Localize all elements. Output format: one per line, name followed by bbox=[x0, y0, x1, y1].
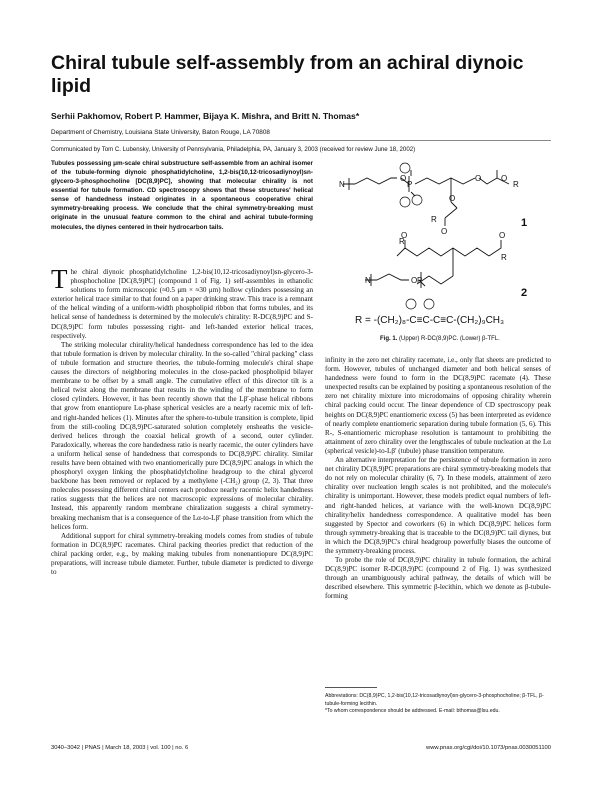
communicated-by: Communicated by Tom C. Lubensky, University of Pennsylvania, Philadelphia, PA, January 3, 2003 (received for review June 18, 2002) bbox=[51, 146, 416, 153]
svg-text:P: P bbox=[417, 276, 423, 285]
footer-citation: 3040–3042 | PNAS | March 18, 2003 | vol. 100 | no. 6 bbox=[51, 745, 189, 751]
drop-cap: T bbox=[51, 264, 68, 294]
svg-text:N: N bbox=[339, 180, 345, 189]
svg-text:O: O bbox=[501, 174, 508, 183]
svg-text:P: P bbox=[407, 180, 413, 189]
svg-text:R: R bbox=[431, 215, 437, 224]
body-column-right bbox=[325, 356, 551, 602]
correspondence-footnote: *To whom correspondence should be addressed. E-mail: bthomas@lsu.edu. bbox=[325, 708, 500, 715]
body-paragraph: The striking molecular chirality/helical handedness correspondence has led to the idea that tubule formation is driven by molecular chirality. In the so-called "chiral packing" class of tubule formation and structure theories, the tubule-forming molecule's chiral shape causes the directors of neighboring molecules in the close-packed phospholipid bilayer membrane to be offset by a small angle. The cumulative effect of this director tilt is a helical twist along the membrane that results in the winding of the membrane to form closed cylinders. However, it has been recently shown that the Lβ′-phase helical ribbons that grow from enantiopure Lα-phase spherical vesicles are a nearly racemic mix of left- and right-handed helices (1). Minutes after the sphere-to-tubule transition is complete, lipid from the still-cooling DC(8,9)PC-saturated solution completely ensheaths the vesicle-derived helices through the coaxial helical growth of a second, outer cylinder. Paradoxically, whereas the core handedness ratio is nearly racemic, the outer cylinders have a uniform helical sense of handedness that corresponds to DC(8,9)PC chirality. Similar results have been obtained with two enantiomerically pure DC(8,9)PC analogs in which the phosphoryl oxygen linking the phosphatidylcholine headgroup to the chiral glycerol backbone has been removed or replaced by a methylene (-CH₂) group (2, 3). That three molecules possessing different chiral centers each produce nearly racemic helix handedness ratios suggests that the helices are not macroscopic expressions of molecular chirality. Instead, this apparently random membrane chiralization suggests a chiral symmetry-breaking mechanism that is a consequence of the Lα-to-Lβ′ phase transition from which the helices form. bbox=[51, 340, 313, 531]
svg-text:O: O bbox=[401, 231, 408, 240]
r-group-formula: R = -(CH₂)₈-C≡C-C≡C-(CH₂)₉CH₃ bbox=[355, 315, 505, 326]
svg-text:O: O bbox=[441, 227, 448, 236]
svg-text:O: O bbox=[475, 174, 482, 183]
divider bbox=[51, 140, 551, 141]
body-paragraph: An alternative interpretation for the persistence of tubule formation in zero net chirality DC(8,9)PC preparations are chiral symmetry-breaking models that do not rely on molecular chirality (6, 7). In these models, attainment of zero chirality over nucleation length scales is not prohibited, and the molecule's chirality is unimportant. However, these models predict equal numbers of left- and right-handed helices, at variance with the well-known DC(8,9)PC chirality/helix handedness correspondence. A qualitative model has been suggested by Spector and coworkers (6) in which DC(8,9)PC helices form through symmetry-breaking that is traceable to the DC(8,9)PC tail diynes, but in which the DC(8,9)PC's chiral headgroup powerfully biases the outcome of the symmetry-breaking process. bbox=[325, 456, 551, 555]
paper-title: Chiral tubule self-assembly from an achiral diynoic lipid bbox=[51, 52, 524, 97]
body-paragraph: infinity in the zero net chirality racemate, i.e., only flat sheets are predicted to form. However, tubules of unchanged diameter and both helical senses of handedness were found to form in the DC(8,9)PC racemate (4). These unexpected results can be explained by positing a spontaneous resolution of the zero net chirality mixture into microdomains of opposing chirality wherein chiral packing could occur. The linear dependence of CD spectroscopy peak heights on DC(8,9)PC enantiomeric excess (5) has been interpreted as evidence of nearly complete enantiomeric separation during tubule formation (5, 6). This R-, S-enantiomeric microphase resolution is tantamount to prohibiting the attainment of zero chirality over the lengthscales of tubule nucleation at the Lα (spherical vesicle)-to-Lβ′ (tubule) phase transition temperature. bbox=[325, 356, 551, 455]
figure-caption bbox=[380, 336, 500, 342]
figure-label-2: 2 bbox=[521, 287, 528, 299]
footer-doi: www.pnas.org/cgi/doi/10.1073/pnas.0030051100 bbox=[426, 745, 551, 751]
figure-label-1: 1 bbox=[521, 217, 528, 229]
body-column-left bbox=[51, 264, 313, 577]
svg-text:O: O bbox=[411, 276, 418, 285]
footnote-divider bbox=[325, 687, 377, 688]
abbreviations-footnote: Abbreviations: DC(8,9)PC, 1,2-bis(10,12-tricosadiynoyl)sn-glycero-3-phosphocholine; β-TFL, β-tubule-forming lecithin. bbox=[325, 693, 544, 707]
body-paragraph: To probe the role of DC(8,9)PC chirality in tubule formation, the achiral DC(8,9)PC isomer R-DC(8,9)PC (compound 2 of Fig. 1) was synthesized through an unambiguously achiral pathway, the details of which will be described elsewhere. This symmetric β-lecithin, which we denote as β-tubule-forming bbox=[325, 556, 551, 601]
body-paragraph bbox=[51, 264, 313, 341]
body-paragraph: Additional support for chiral symmetry-breaking models comes from studies of tubule formation in DC(8,9)PC racemates. Chiral packing theories predict that reduction of the chiral packing order, e.g., by making making tubules from nonenantiopure DC(8,9)PC preparations, will increase tubule diameter. Further, tubule diameter is predicted to diverge to bbox=[51, 531, 313, 577]
svg-text:R: R bbox=[399, 237, 405, 246]
footnotes bbox=[325, 693, 551, 716]
svg-text:N: N bbox=[365, 276, 371, 285]
svg-text:O: O bbox=[400, 174, 407, 183]
caption-text: (Upper) R-DC(8,9)PC. (Lower) β-TFL. bbox=[399, 336, 500, 342]
abstract: Tubules possessing μm-scale chiral substructure self-assemble from an achiral isomer of the tubule-forming diynoic phosphatidylcholine, 1,2-bis(10,12-tricosadiynoyl)sn-glycero-3-phosphocholine [DC(8,9)PC], showing that molecular chirality is not essential for tubule formation. CD spectroscopy shows that these structures' helical sense of handedness instead originates in a spontaneous cooperative chiral symmetry-breaking process. We conclude that the chiral symmetry-breaking must originate in the unusual feature common to the chiral and achiral tubule-forming molecules, the diynes centered in their hydrocarbon tails. bbox=[51, 160, 313, 231]
paragraph-text: he chiral diynoic phosphatidylcholine 1,2-bis(10,12-tricosadiynoyl)sn-glycero-3-phosphocholine [DC(8,9)PC] (compound 1 of Fig. 1) self-assembles in ethanolic solutions to form microscopic (≈0.5 μm × ≈30 μm) hollow cylinders possessing an exterior helical trace similar to that found on a paper drinking straw. This trace is a remnant of the helical winding of a uniform-width phospholipid ribbon that forms tubules, and its helical sense of handedness is determined by the molecule's chirality: R-DC(8,9)PC and S-DC(8,9)PC form tubules possessing right- and left-handed exterior helical traces, respectively. bbox=[51, 268, 313, 340]
svg-text:O: O bbox=[499, 231, 506, 240]
author-list: Serhii Pakhomov, Robert P. Hammer, Bijaya K. Mishra, and Britt N. Thomas* bbox=[51, 111, 360, 121]
svg-text:R: R bbox=[513, 180, 519, 189]
svg-text:O: O bbox=[449, 194, 456, 203]
svg-text:R: R bbox=[501, 253, 507, 262]
page-footer bbox=[51, 745, 551, 751]
affiliation: Department of Chemistry, Louisiana State University, Baton Rouge, LA 70808 bbox=[51, 129, 270, 136]
caption-label: Fig. 1. bbox=[380, 336, 398, 342]
